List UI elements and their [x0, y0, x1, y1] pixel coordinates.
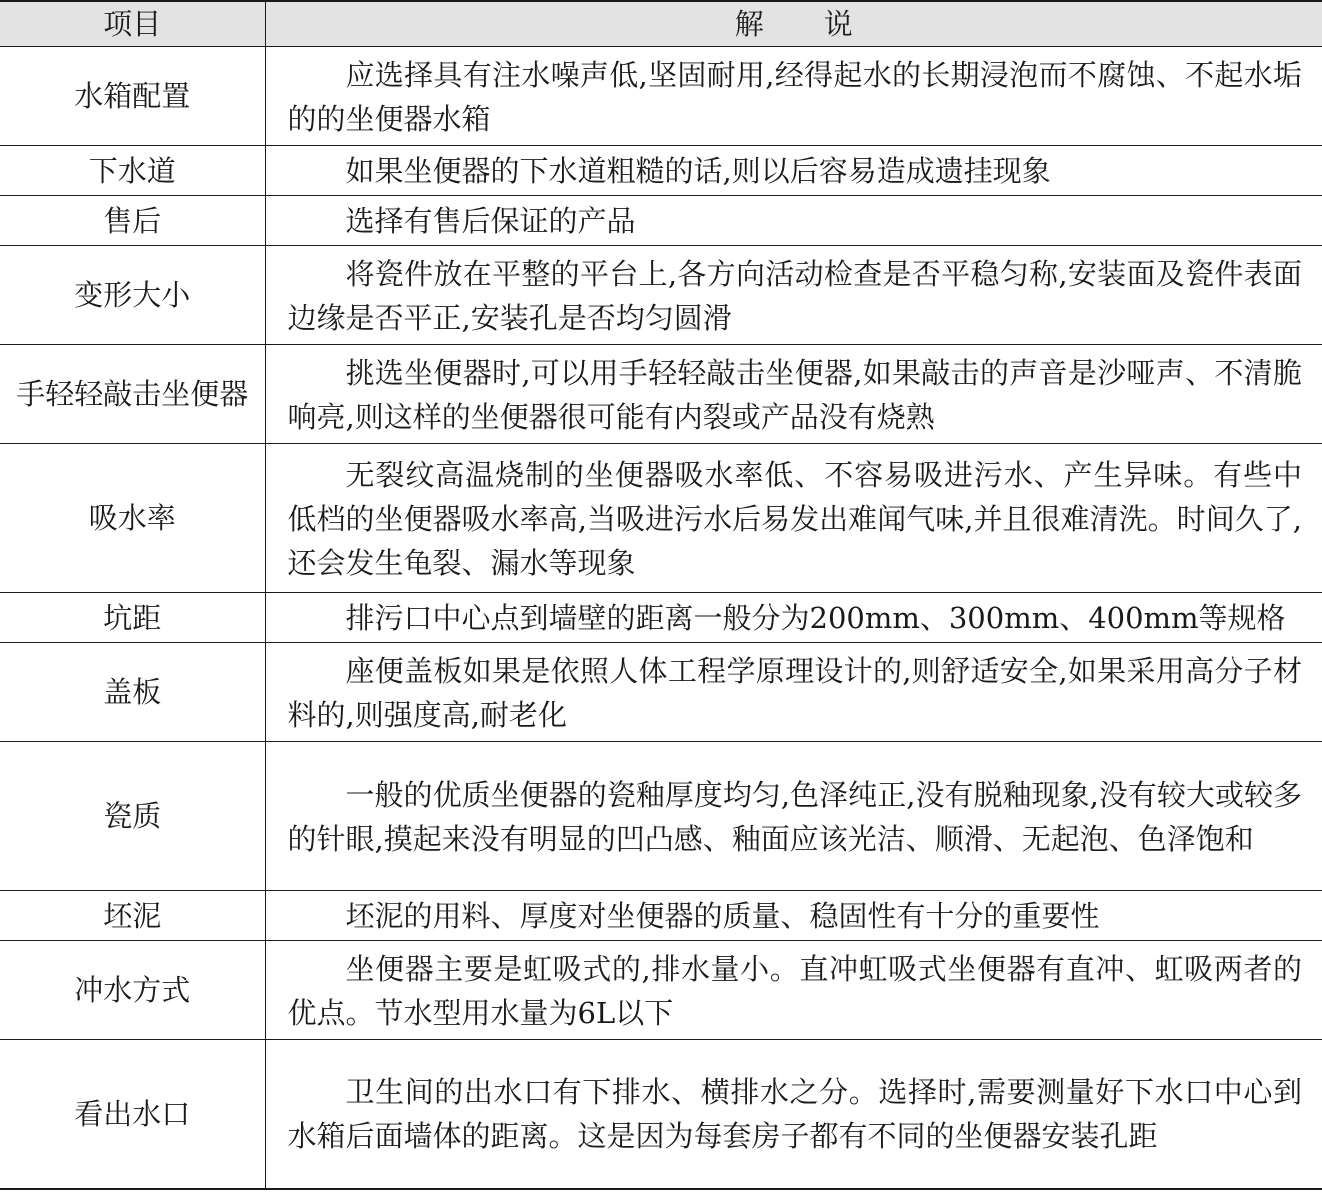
table-row: [0, 47, 1322, 146]
row-description: 无裂纹高温烧制的坐便器吸水率低、不容易吸进污水、产生异味。有些中低档的坐便器吸水率高,当吸进污水后易发出难闻气味,并且很难清洗。时间久了,还会发生龟裂、漏水等现象: [265, 444, 1322, 593]
table-row: [0, 593, 1322, 643]
row-item: 售后: [0, 196, 265, 246]
row-item: 水箱配置: [0, 47, 265, 146]
table-row: [0, 345, 1322, 444]
table-row: [0, 246, 1322, 345]
row-item: 看出水口: [0, 1040, 265, 1189]
row-description: 将瓷件放在平整的平台上,各方向活动检查是否平稳匀称,安装面及瓷件表面边缘是否平正,安装孔是否均匀圆滑: [265, 246, 1322, 345]
row-item: 盖板: [0, 643, 265, 742]
row-item: 坑距: [0, 593, 265, 643]
table-row: [0, 643, 1322, 742]
row-description: 选择有售后保证的产品: [265, 196, 1322, 246]
row-item: 下水道: [0, 146, 265, 196]
row-description: 座便盖板如果是依照人体工程学原理设计的,则舒适安全,如果采用高分子材料的,则强度高,耐老化: [265, 643, 1322, 742]
row-description: 一般的优质坐便器的瓷釉厚度均匀,色泽纯正,没有脱釉现象,没有较大或较多的针眼,摸起来没有明显的凹凸感、釉面应该光洁、顺滑、无起泡、色泽饱和: [265, 742, 1322, 891]
row-description: 坯泥的用料、厚度对坐便器的质量、稳固性有十分的重要性: [265, 891, 1322, 941]
row-description: 卫生间的出水口有下排水、横排水之分。选择时,需要测量好下水口中心到水箱后面墙体的距离。这是因为每套房子都有不同的坐便器安装孔距: [265, 1040, 1322, 1189]
table-row: [0, 444, 1322, 593]
table-row: [0, 742, 1322, 891]
row-description: 坐便器主要是虹吸式的,排水量小。直冲虹吸式坐便器有直冲、虹吸两者的优点。节水型用水量为6L以下: [265, 941, 1322, 1040]
table-row: [0, 146, 1322, 196]
header-item: 项目: [0, 1, 265, 47]
row-description: 应选择具有注水噪声低,坚固耐用,经得起水的长期浸泡而不腐蚀、不起水垢的的坐便器水箱: [265, 47, 1322, 146]
row-description: 挑选坐便器时,可以用手轻轻敲击坐便器,如果敲击的声音是沙哑声、不清脆响亮,则这样的坐便器很可能有内裂或产品没有烧熟: [265, 345, 1322, 444]
row-item: 吸水率: [0, 444, 265, 593]
table-row: [0, 891, 1322, 941]
row-item: 瓷质: [0, 742, 265, 891]
row-description: 排污口中心点到墙壁的距离一般分为200mm、300mm、400mm等规格: [265, 593, 1322, 643]
table-row: [0, 941, 1322, 1040]
row-item: 坯泥: [0, 891, 265, 941]
table-row: [0, 196, 1322, 246]
header-row: [0, 1, 1322, 47]
row-description: 如果坐便器的下水道粗糙的话,则以后容易造成遗挂现象: [265, 146, 1322, 196]
row-item: 冲水方式: [0, 941, 265, 1040]
table-row: [0, 1040, 1322, 1189]
header-description: 解说: [265, 1, 1322, 47]
row-item: 手轻轻敲击坐便器: [0, 345, 265, 444]
row-item: 变形大小: [0, 246, 265, 345]
